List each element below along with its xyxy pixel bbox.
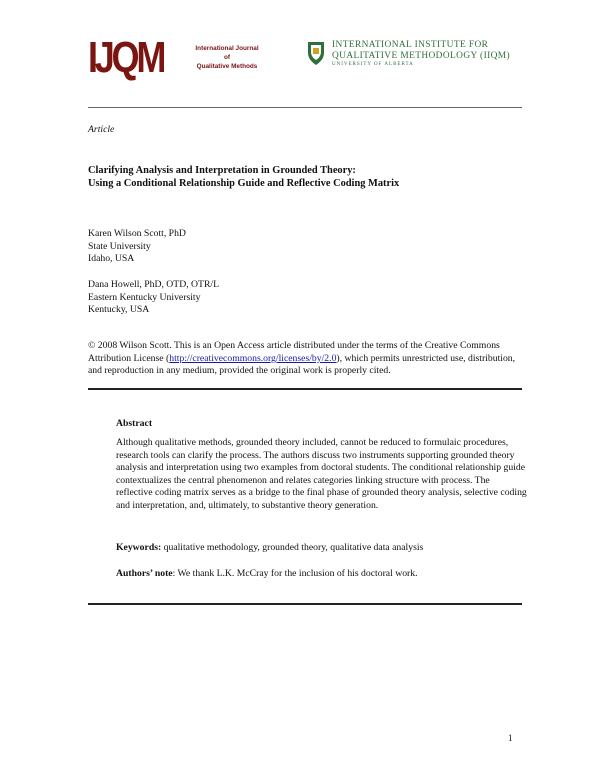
author-location: Kentucky, USA bbox=[88, 304, 150, 316]
iiqm-line-3: UNIVERSITY OF ALBERTA bbox=[332, 62, 414, 67]
abstract-bottom-rule bbox=[88, 603, 522, 605]
license-notice: © 2008 Wilson Scott. This is an Open Access article distributed under the terms of the Creative Commons Attribution License (http://creativecommons.org/licenses/by/2.0), which permits unrestricted use, distribution, and reproduction in any medium, provided the original work is properly cited. bbox=[88, 340, 516, 377]
author-institution: Eastern Kentucky University bbox=[88, 291, 201, 303]
abstract-heading: Abstract bbox=[116, 418, 153, 429]
author-block-1 bbox=[88, 228, 388, 266]
keywords-text: qualitative methodology, grounded theory, qualitative data analysis bbox=[163, 542, 424, 553]
article-label: Article bbox=[88, 124, 115, 135]
author-name: Dana Howell, PhD, OTD, OTR/L bbox=[88, 279, 220, 290]
title-line-2: Using a Conditional Relationship Guide and Reflective Coding Matrix bbox=[88, 178, 400, 189]
authors-note-label: Authors’ note bbox=[116, 568, 173, 579]
university-shield-icon bbox=[306, 40, 326, 66]
author-institution: State University bbox=[88, 240, 151, 252]
article-title bbox=[88, 164, 528, 190]
ijqm-logo bbox=[88, 33, 278, 84]
iiqm-line-2: QUALITATIVE METHODOLOGY (IIQM) bbox=[332, 51, 511, 61]
title-line-1: Clarifying Analysis and Interpretation in Grounded Theory: bbox=[88, 165, 356, 176]
iiqm-logo bbox=[306, 40, 526, 70]
authors-note-text: : We thank L.K. McCray for the inclusion of his doctoral work. bbox=[172, 568, 418, 579]
page-number: 1 bbox=[508, 733, 513, 743]
abstract-body: Although qualitative methods, grounded theory included, cannot be reduced to formulaic procedures, research tools can clarify the process. The authors discuss two instruments supporting grounded theory analysis and interpretation using two examples from doctoral students. The conditional relationship guide contextualizes the central phenomenon and relates categories linking structure with process. The reflective coding matrix serves as a bridge to the final phase of grounded theory analysis, selective coding and interpretation, and, ultimately, to substantive theory generation. bbox=[116, 437, 527, 511]
authors-note bbox=[116, 568, 528, 579]
author-name: Karen Wilson Scott, PhD bbox=[88, 228, 186, 239]
abstract-top-rule bbox=[88, 388, 522, 390]
header-divider bbox=[88, 107, 522, 108]
keywords bbox=[116, 542, 528, 553]
ijqm-logo-text: International Journal of Qualitative Methods bbox=[195, 45, 259, 70]
license-link[interactable]: http://creativecommons.org/licenses/by/2.0 bbox=[169, 352, 337, 364]
author-location: Idaho, USA bbox=[88, 253, 135, 265]
author-block-2 bbox=[88, 279, 388, 317]
ijqm-logo-mark: IJQM bbox=[88, 33, 164, 82]
keywords-label: Keywords: bbox=[116, 542, 162, 553]
iiqm-line-1: INTERNATIONAL INSTITUTE FOR bbox=[332, 40, 489, 50]
